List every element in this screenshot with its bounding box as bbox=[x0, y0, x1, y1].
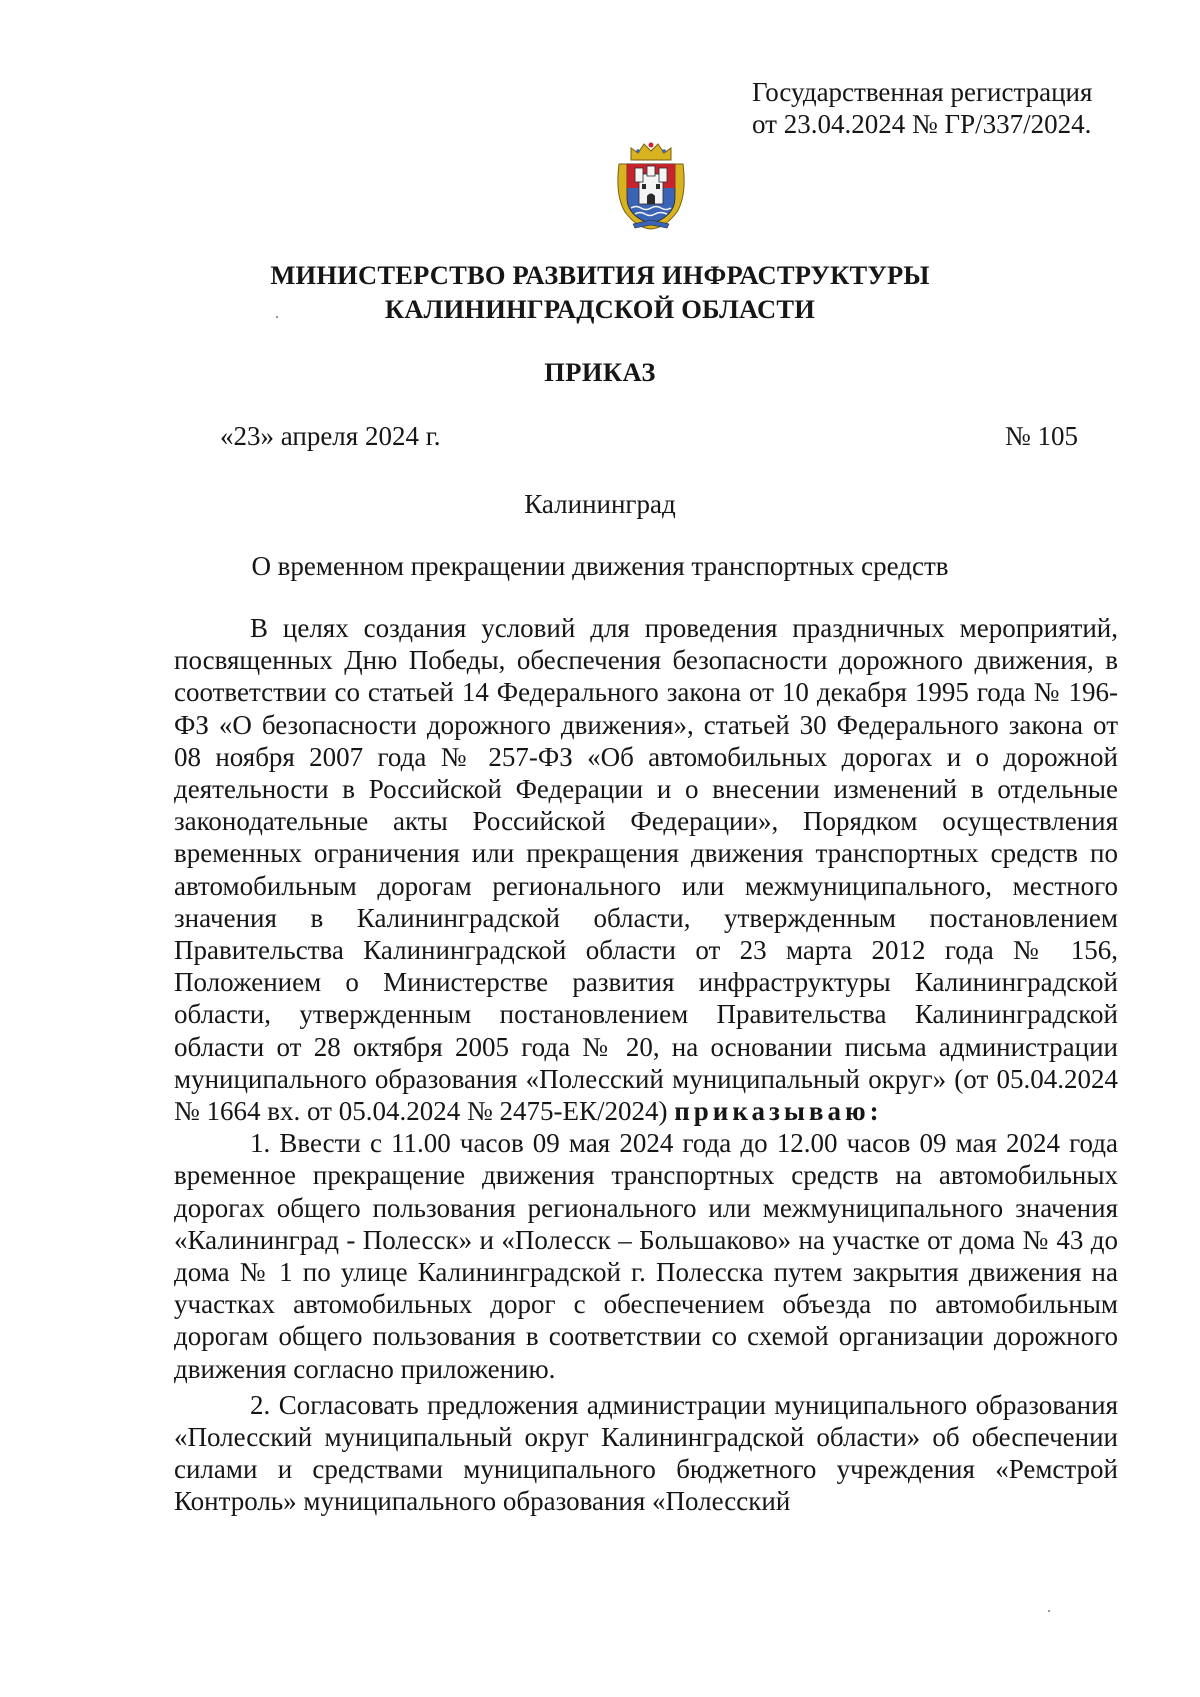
preamble-text: В целях создания условий для проведения праздничных мероприятий, посвященных Дню Победы, обеспечения безопасности дорожного движения, в соответствии со статьей 14 Федерального закона от 10 декабря 1995 года № 196-ФЗ «О безопасности дорожного движения», статьей 30 Федерального закона от 08 ноября 2007 года № 257-ФЗ «Об автомобильных дорогах и о дорожной деятельности в Российской Федерации и о внесении изменений в отдельные законодательные акты Российской Федерации», Порядком осуществления временных ограничения или прекращения движения транспортных средств по автомобильным дорогам регионального или межмуниципального, местного значения в Калининградской области, утвержденным постановлением Правительства Калининградской области от 23 марта 2012 года № 156, Положением о Министерстве развития инфраструктуры Калининградской области, утвержденным постановлением Правительства Калининградской области от 28 октября 2005 года № 20, на основании письма администрации муниципального образования «Полесский муниципальный округ» (от 05.04.2024 № 1664 вх. от 05.04.2024 № 2475-ЕК/2024) bbox=[174, 613, 1118, 1127]
document-title: ПРИКАЗ bbox=[544, 357, 656, 387]
order-date: «23» апреля 2024 г. bbox=[220, 421, 441, 451]
order-word: приказываю: bbox=[674, 1096, 883, 1127]
order-number: № 105 bbox=[1005, 421, 1079, 451]
registration-line-2: от 23.04.2024 № ГР/337/2024. bbox=[752, 109, 1092, 139]
scan-speck bbox=[1048, 1610, 1050, 1612]
order-body bbox=[174, 612, 1118, 1518]
coat-of-arms-icon bbox=[611, 140, 691, 230]
preamble-paragraph bbox=[174, 612, 1118, 1127]
registration-line-1: Государственная регистрация bbox=[752, 77, 1093, 107]
order-item-2: 2. Согласовать предложения администрации муниципального образования «Полесский муниципальный округ Калининградской области» об обеспечении силами и средствами муниципального бюджетного учреждения «Ремстрой Контроль» муниципального образования «Полесский bbox=[174, 1389, 1118, 1517]
ministry-name-line-1: МИНИСТЕРСТВО РАЗВИТИЯ ИНФРАСТРУКТУРЫ bbox=[270, 260, 930, 290]
ministry-name bbox=[180, 258, 1020, 326]
ministry-name-line-2: КАЛИНИНГРАДСКОЙ ОБЛАСТИ bbox=[384, 294, 816, 324]
order-subject: О временном прекращении движения транспортных средств bbox=[251, 551, 949, 581]
registration-stamp bbox=[752, 76, 1132, 140]
scan-speck bbox=[276, 316, 278, 318]
order-city: Калининград bbox=[524, 489, 676, 519]
order-item-1: 1. Ввести с 11.00 часов 09 мая 2024 года до 12.00 часов 09 мая 2024 года временное прекращение движения транспортных средств на автомобильных дорогах общего пользования регионального или межмуниципального значения «Калининград - Полесск» и «Полесск – Большаково» на участке от дома № 43 до дома № 1 по улице Калининградской г. Полесска путем закрытия движения на участках автомобильных дорог с обеспечением объезда по автомобильным дорогам общего пользования в соответствии со схемой организации дорожного движения согласно приложению. bbox=[174, 1128, 1118, 1384]
